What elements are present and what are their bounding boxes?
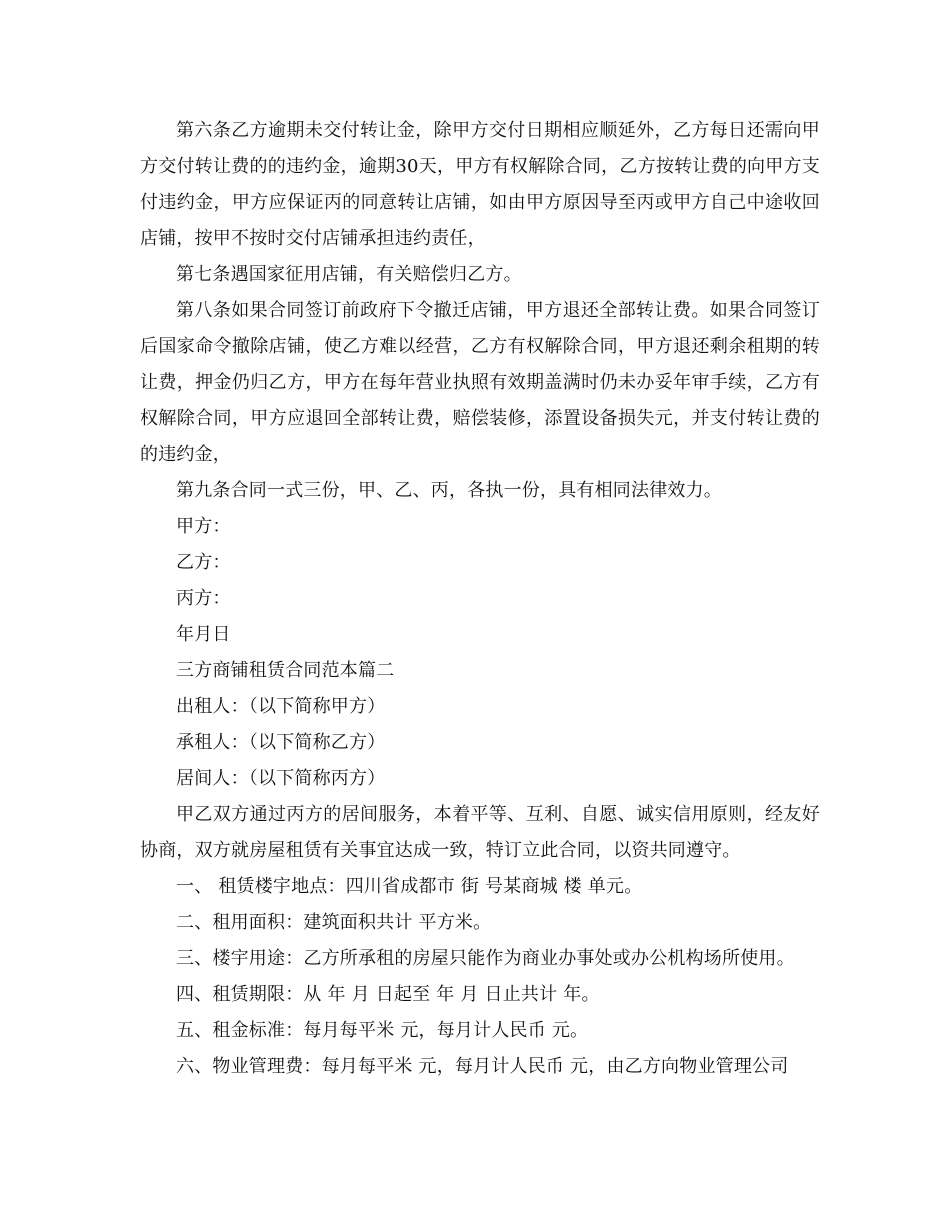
paragraph-article-9: 第九条合同一式三份，甲、乙、丙，各执一份，具有相同法律效力。: [176, 480, 722, 501]
clause-rent: 五、租金标准：每月每平米 元，每月计人民币 元。: [176, 1020, 589, 1041]
paragraph-preamble: 甲乙双方通过丙方的居间服务，本着平等、互利、自愿、诚实信用原则，经友好协商，双方就房屋租赁有关事宜达成一致，特订立此合同，以资共同遵守。: [140, 804, 820, 861]
signature-party-c: 丙方：: [176, 588, 231, 609]
lessee-line: 承租人：（以下简称乙方）: [176, 732, 386, 753]
paragraph-article-7: 第七条遇国家征用店铺，有关赔偿归乙方。: [176, 264, 522, 285]
document-body: [140, 113, 820, 1085]
clause-location: 一、 租赁楼宇地点：四川省成都市 街 号某商城 楼 单元。: [176, 876, 643, 897]
paragraph-article-8: 第八条如果合同签订前政府下令撤迁店铺，甲方退还全部转让费。如果合同签订后国家命令撤除店铺，使乙方难以经营，乙方有权解除合同，甲方退还剩余租期的转让费，押金仍归乙方，甲方在每年营业执照有效期盖满时仍未办妥年审手续，乙方有权解除合同，甲方应退回全部转让费，赔偿装修，添置设备损失元，并支付转让费的的违约金，: [140, 300, 820, 465]
signature-party-b: 乙方：: [176, 552, 231, 573]
signature-party-a: 甲方：: [176, 516, 231, 537]
signature-date: 年月日: [176, 624, 231, 645]
intermediary-line: 居间人：（以下简称丙方）: [176, 768, 386, 789]
paragraph-article-6: 第六条乙方逾期未交付转让金，除甲方交付日期相应顺延外，乙方每日还需向甲方交付转让费的的违约金，逾期30天，甲方有权解除合同，乙方按转让费的向甲方支付违约金，甲方应保证丙的同意转让店铺，如由甲方原因导至丙或甲方自己中途收回店铺，按甲不按时交付店铺承担违约责任，: [140, 120, 820, 249]
clause-usage: 三、楼宇用途：乙方所承租的房屋只能作为商业办事处或办公机构场所使用。: [176, 948, 795, 969]
section-heading: 三方商铺租赁合同范本篇二: [176, 660, 395, 681]
clause-term: 四、租赁期限：从 年 月 日起至 年 月 日止共计 年。: [176, 984, 600, 1005]
clause-area: 二、租用面积：建筑面积共计 平方米。: [176, 912, 492, 933]
lessor-line: 出租人：（以下简称甲方）: [176, 696, 386, 717]
clause-management-fee: 六、物业管理费：每月每平米 元，每月计人民币 元，由乙方向物业管理公司: [176, 1056, 789, 1077]
